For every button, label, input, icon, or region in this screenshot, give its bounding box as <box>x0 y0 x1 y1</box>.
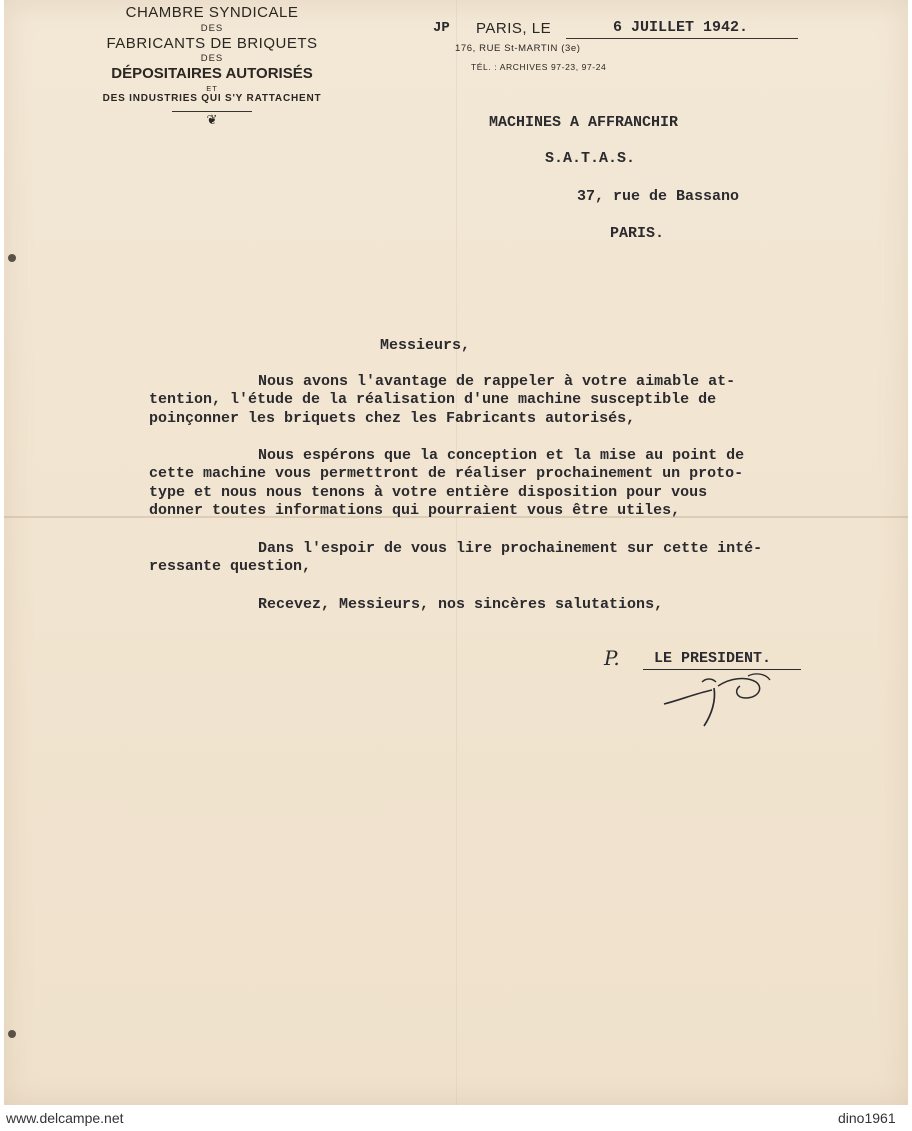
letterhead-line-7: DES INDUSTRIES QUI S'Y RATTACHENT <box>102 93 322 105</box>
recipient-line-3: 37, rue de Bassano <box>577 188 740 205</box>
city-prefix: PARIS, LE <box>476 20 552 37</box>
letterhead-line-2: DES <box>200 22 224 34</box>
letterhead-line-4: DES <box>200 53 224 65</box>
paragraph-2-line-3: type et nous nous tenons à votre entière disposition pour vous <box>149 484 708 501</box>
signature-prefix: P. <box>604 646 620 670</box>
punch-hole-top <box>8 254 16 262</box>
letterhead-line-6: ET <box>206 84 218 93</box>
paragraph-3-line-2: ressante question, <box>149 558 312 575</box>
typist-initials: JP <box>433 20 450 36</box>
date-underline <box>566 38 798 39</box>
letterhead <box>70 4 354 126</box>
signature-title: LE PRESIDENT. <box>654 650 772 667</box>
recipient-line-4: PARIS. <box>610 225 665 242</box>
paragraph-3-line-1: Dans l'espoir de vous lire prochainement sur cette inté- <box>258 540 763 557</box>
paragraph-2-line-1: Nous espérons que la conception et la mise au point de <box>258 447 745 464</box>
footer-seller: dino1961 <box>838 1110 896 1126</box>
header-address: 176, RUE St-MARTIN (3e) <box>455 43 581 54</box>
footer-website: www.delcampe.net <box>6 1110 124 1126</box>
paragraph-2-line-4: donner toutes informations qui pourraient vous être utiles, <box>149 502 681 519</box>
recipient-line-1: MACHINES A AFFRANCHIR <box>489 114 679 131</box>
recipient-line-2: S.A.T.A.S. <box>545 150 636 167</box>
paragraph-1-line-2: tention, l'étude de la réalisation d'une machine susceptible de <box>149 391 717 408</box>
punch-hole-bottom <box>8 1030 16 1038</box>
ornament-icon: ❦ <box>206 111 218 127</box>
paragraph-2-line-2: cette machine vous permettront de réaliser prochainement un proto- <box>149 465 744 482</box>
letterhead-line-3: FABRICANTS DE BRIQUETS <box>106 34 318 52</box>
letterhead-line-5: DÉPOSITAIRES AUTORISÉS <box>111 65 313 83</box>
header-phone: TÉL. : ARCHIVES 97-23, 97-24 <box>471 62 607 72</box>
letterhead-line-1: CHAMBRE SYNDICALE <box>125 4 299 21</box>
closing-line: Recevez, Messieurs, nos sincères salutations, <box>258 596 664 613</box>
paragraph-1-line-3: poinçonner les briquets chez les Fabricants autorisés, <box>149 410 636 427</box>
salutation: Messieurs, <box>380 337 471 354</box>
handwritten-signature <box>660 668 780 732</box>
paragraph-1-line-1: Nous avons l'avantage de rappeler à votre aimable at- <box>258 373 736 390</box>
letter-date: 6 JUILLET 1942. <box>613 19 749 36</box>
